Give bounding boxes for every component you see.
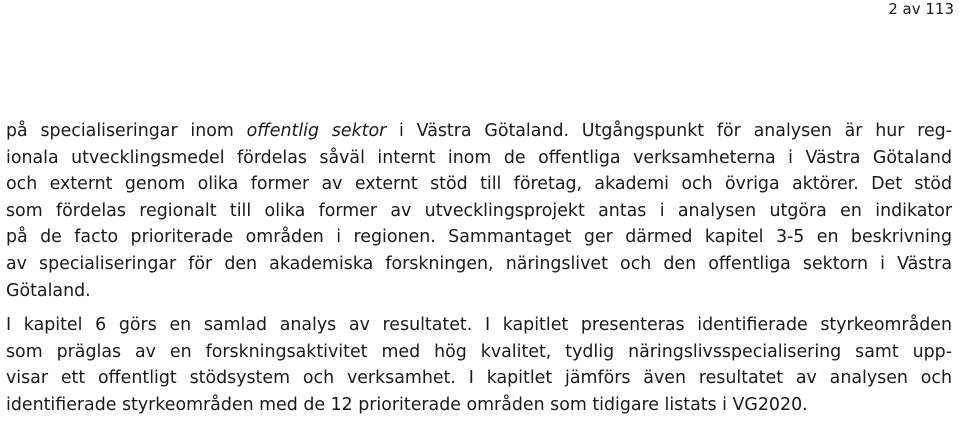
text-line: visar ett offentligt stödsystem och verksamhet. I kapitlet jämförs även resultatet av analysen och	[6, 368, 952, 389]
text-line: ionala utvecklingsmedel fördelas såväl internt inom de offentliga verksamheterna i Västra Götaland	[6, 147, 952, 168]
text-line: på de facto prioriterade områden i regionen. Sammantaget ger därmed kapitel 3-5 en beskrivning	[6, 227, 952, 248]
text-line: som präglas av en forskningsaktivitet med hög kvalitet, tydlig näringslivsspecialisering samt upp-	[6, 341, 952, 362]
body-text	[6, 118, 952, 419]
text-line: på specialiseringar inom offentlig sektor i Västra Götaland. Utgångspunkt för analysen är hur reg-	[6, 121, 952, 141]
page-number: 2 av 113	[888, 0, 954, 18]
text-line: som fördelas regionalt till olika former av utvecklingsprojekt antas i analysen utgöra en indikator	[6, 200, 952, 221]
text-line: och externt genom olika former av externt stöd till företag, akademi och övriga aktörer. Det stöd	[6, 174, 952, 195]
paragraph-gap	[6, 304, 952, 312]
text-line: Götaland.	[6, 280, 91, 301]
text-line: av specialiseringar för den akademiska forskningen, näringslivet och den offentliga sektorn i Västra	[6, 253, 952, 274]
text-line: identifierade styrkeområden med de 12 prioriterade områden som tidigare listats i VG2020.	[6, 394, 808, 415]
text-line: I kapitel 6 görs en samlad analys av resultatet. I kapitlet presenteras identifierade styrkeområden	[6, 315, 952, 336]
